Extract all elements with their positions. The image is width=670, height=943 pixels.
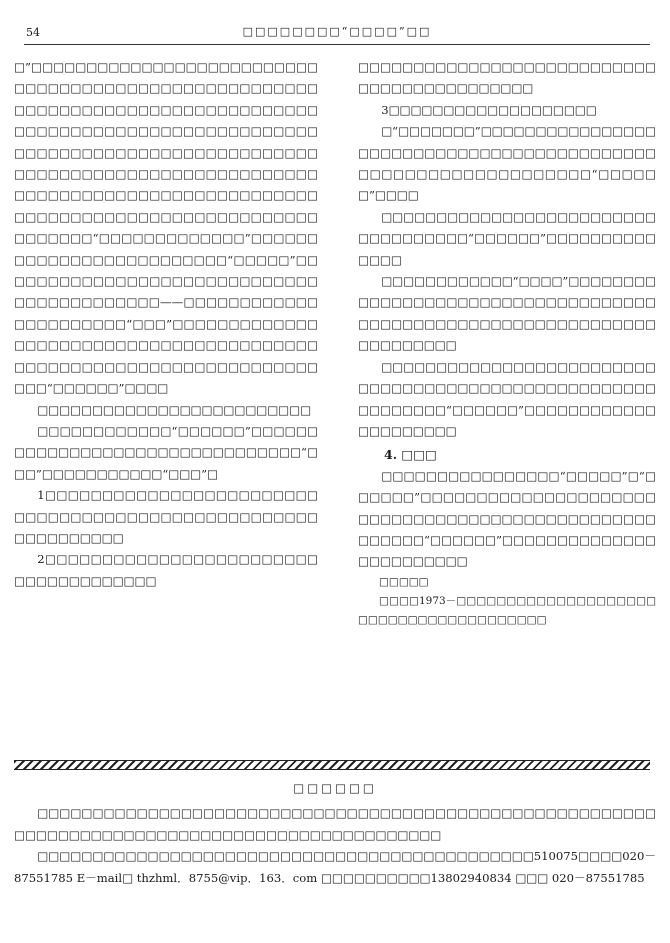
numbered-paragraph: 1□□□□□□□□□□□□□□□□□□□□□□□□□□□□□□□□□□□□□□□□□□□□□□□□□□□□□□□□□□□□□	[14, 488, 318, 545]
notice-contact: □□□□□□□□□□□□□□□□□□□□□□□□□□□□□□□□□□□□□□□□□□□□□510075□□□□020－87551785 E－mail□ thzhml．8755@vip．163．com □□□□□□□□□□13802940834 □□□ 020－87551785	[14, 849, 656, 885]
body-paragraph: □□□□□□□□□□□□“□□□□□□”□□□□□□□□□□□□□□□□□□□□□□□□□□□□□□□□“□□□”□□□□□□□□□□□“□□□”□	[14, 423, 318, 481]
left-column	[14, 57, 318, 592]
body-paragraph: □□□□□□□□□□□□□□□□□□□□□□□□□□□□□□□□□□□“□□□□□□”□□□□□□□□□□□□□□	[358, 209, 656, 267]
numbered-paragraph: 3□□□□□□□□□□□□□□□□□□□	[381, 102, 597, 117]
notice-title: □□□□□□	[293, 781, 377, 795]
page-number: 54	[26, 26, 40, 39]
author-label: □□□□□	[379, 575, 429, 588]
body-paragraph: □□□□□□□□□□□□□□□□□□□□□□□□□□□□□□□□□□□□□□□□□□□□□□□□□□□□□□□□□□□□“□□□□□□”□□□□□□□□□□□□□□□□□□□□□	[358, 359, 656, 438]
section-heading: 4. □□□	[384, 447, 437, 463]
author-bio: □□□□1973－□□□□□□□□□□□□□□□□□□□□□□□□□□□□□□□□□□□□□□□	[358, 594, 656, 626]
right-column	[358, 57, 656, 630]
running-title: □□□□□□□□“□□□□”□□	[242, 25, 432, 38]
body-paragraph: □”□□□□□□□□□□□□□□□□□□□□□□□□□□□□□□□□□□□□□□□□□□□□□□□□□□□□□□□□□□□□□□□□□□□□□□□□□□□□□□□□□□□□□□□□□□□□□□□□□□□□□□□□□□□□□□□□□□□□□□□□□□□□□□□□□□□□□□□□□□□□□□□□□□□□□□□□□□□□□□□□□□□□□□□□□□□□□□□□□□□□□□□□□□□□□□□□□□□□□□□□□□□□□□□□□□□□□□□□□□□□□□“□□□□□□□□□□□□□”□□□□□□□□□□□□□□□□□□□□□□□□□“□□□□□”□□□□□□□□□□□□□□□□□□□□□□□□□□□□□□□□□□□□□□□□□□——□□□□□□□□□□□□□□□□□□□□□□“□□□”□□□□□□□□□□□□□□□□□□□□□□□□□□□□□□□□□□□□□□□□□□□□□□□□□□□□□□□□□□□□□□□□□□□□□□“□□□□□□”□□□□	[14, 60, 318, 396]
body-paragraph: □“□□□□□□□”□□□□□□□□□□□□□□□□□□□□□□□□□□□□□□□□□□□□□□□□□□□□□□□□□□□□□□□□□□□□□□□“□□□□□□”□□□□	[358, 124, 656, 203]
hatched-divider	[14, 760, 650, 770]
body-paragraph: □□□□□□□□□□□□□□□□“□□□□□”□“□□□□□□”□□□□□□□□□□□□□□□□□□□□□□□□□□□□□□□□□□□□□□□□□□□□□□□□□□□□□□“□□□□□□”□□□□□□□□□□□□□□□□□□□□□□□□	[358, 468, 656, 569]
notice-paragraph: □□□□□□□□□□□□□□□□□□□□□□□□□□□□□□□□□□□□□□□□□□□□□□□□□□□□□□□□□□□□□□□□□□□□□□□□□□□□□□□□□□□□□□□□□□□□□□□	[14, 806, 656, 842]
numbered-paragraph: 2□□□□□□□□□□□□□□□□□□□□□□□□□□□□□□□□□□□□□	[14, 552, 318, 588]
body-paragraph: □□□□□□□□□□□□“□□□□”□□□□□□□□□□□□□□□□□□□□□□□□□□□□□□□□□□□□□□□□□□□□□□□□□□□□□□□□□□□□□□□□□□□□□□□	[358, 274, 656, 353]
running-header	[24, 24, 650, 45]
notice-box	[14, 776, 656, 889]
body-paragraph: □□□□□□□□□□□□□□□□□□□□□□□□□□□□□□□□□□□□□□□□□□□	[358, 60, 656, 96]
body-paragraph: □□□□□□□□□□□□□□□□□□□□□□□□□	[37, 402, 312, 417]
